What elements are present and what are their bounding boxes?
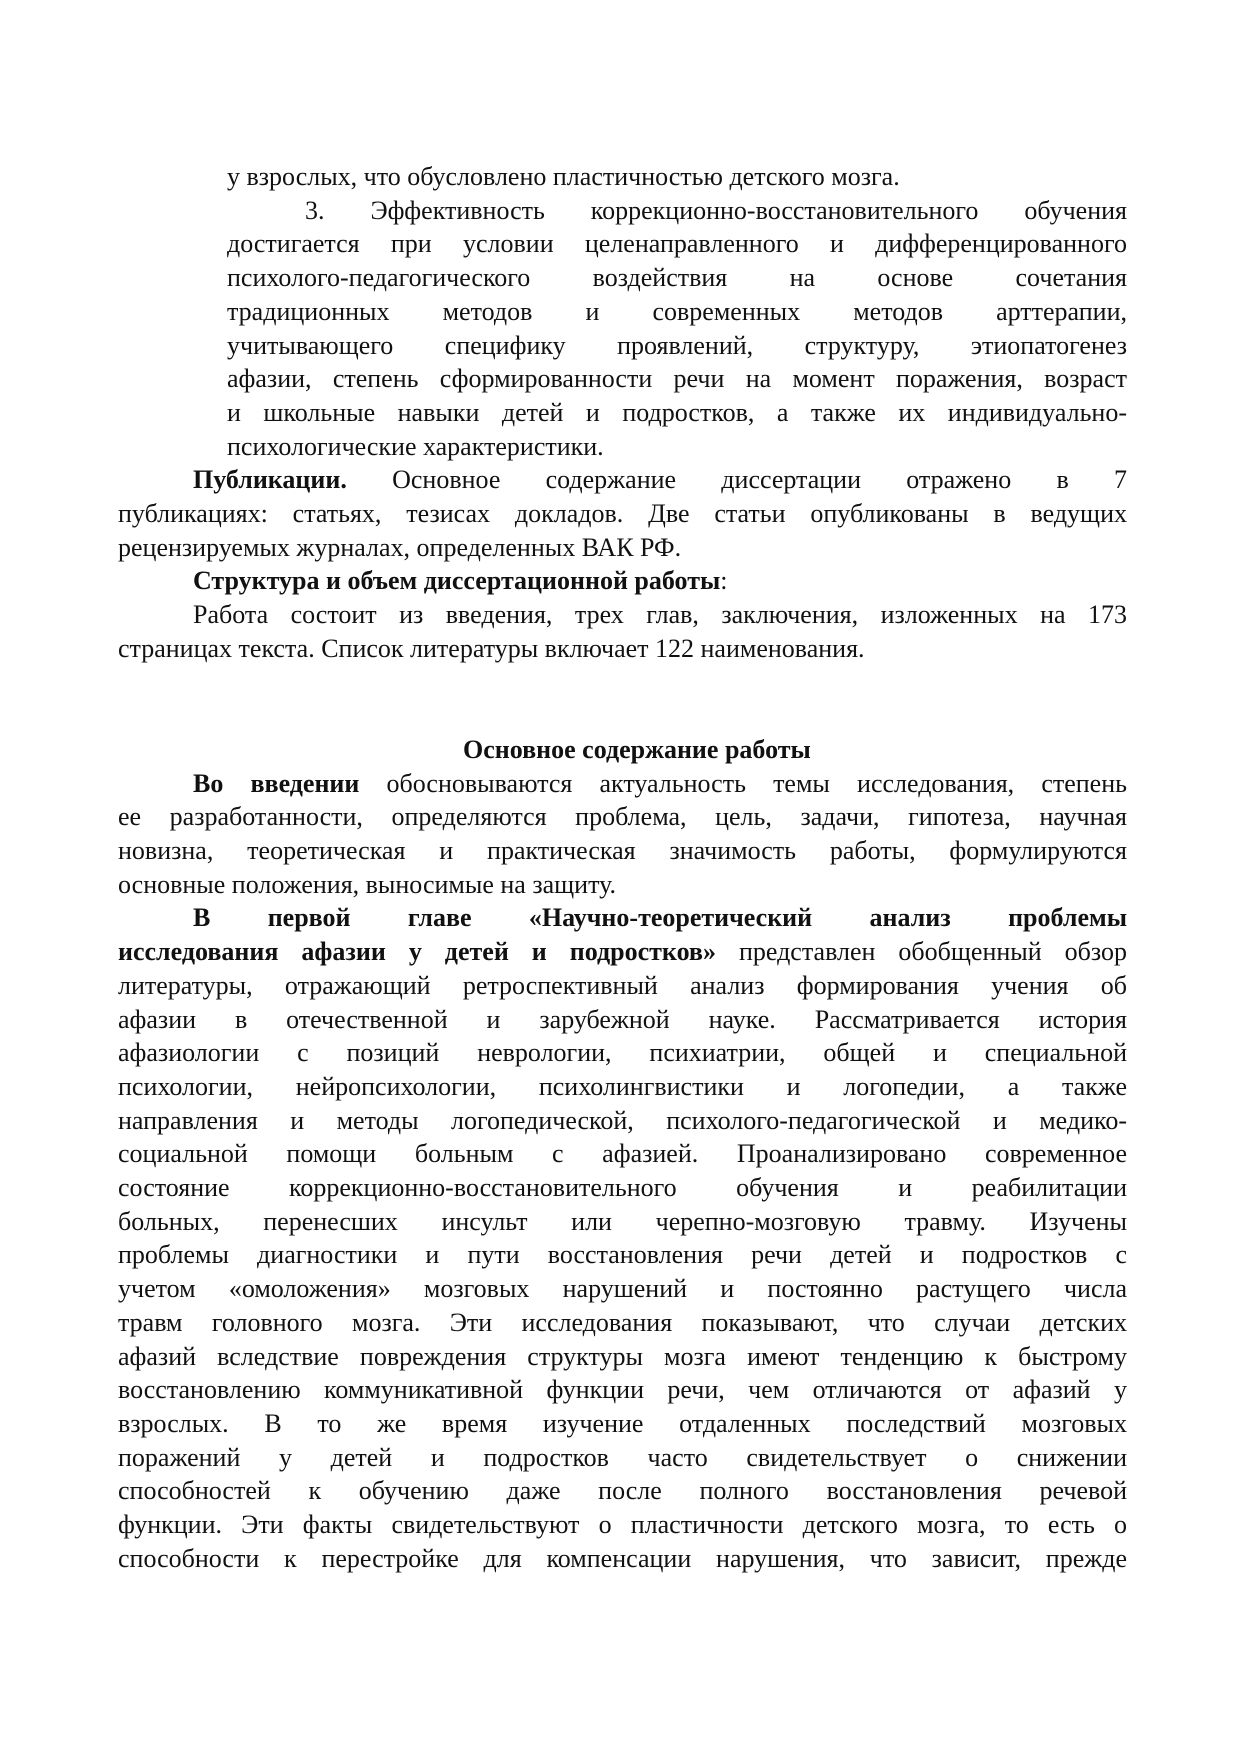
text-run: Основное содержание диссертации отражено в 7 [346,465,1127,495]
text-run: психолого-педагогического воздействия на основе сочетания [227,263,1127,293]
text-run: взрослых. В то же время изучение отдаленных последствий мозговых [118,1408,1127,1438]
text-run: проблемы диагностики и пути восстановления речи детей и подростков с [118,1240,1127,1270]
text-line [118,1407,1127,1441]
text-run: представлен обобщенный обзор [715,937,1127,967]
text-run: у взрослых, что обусловлено пластичностью детского мозга. [227,162,900,191]
text-run: Работа состоит из введения, трех глав, заключения, изложенных на 173 [193,600,1127,630]
text-run: направления и методы логопедической, психолого-педагогической и медико- [118,1105,1127,1135]
text-line [118,800,1127,834]
bold-text: В первой главе «Научно-теоретический анализ проблемы [193,903,1127,933]
text-line [193,901,1127,935]
bold-text: Публикации. [193,465,347,495]
bold-text: Основное содержание работы [463,734,811,764]
text-line [227,362,1127,396]
text-line [227,329,1127,363]
text-run: страницах текста. Список литературы включает 122 наименования. [118,633,865,663]
text-run: новизна, теоретическая и практическая значимость работы, формулируются [118,836,1127,865]
text-run: афазий вследствие повреждения структуры мозга имеют тенденцию к быстрому [118,1341,1127,1371]
text-run: учитывающего специфику проявлений, структуру, этиопатогенез [227,330,1127,360]
bold-text: Структура и объем диссертационной работы [193,566,721,596]
text-run: поражений у детей и подростков часто свидетельствует о снижении [118,1442,1127,1472]
text-line [463,733,1127,767]
text-line [118,1272,1127,1306]
text-line [118,1137,1127,1171]
text-line [118,1340,1127,1374]
text-line [118,1238,1127,1272]
text-line [118,1441,1127,1475]
text-line [118,1205,1127,1239]
bold-text: Во введении [193,768,360,798]
text-line [193,767,1127,801]
text-run: традиционных методов и современных методов арттерапии, [227,296,1127,326]
text-line [305,194,1127,228]
text-run: состояние коррекционно-восстановительного обучения и реабилитации [118,1173,1127,1202]
text-line [227,227,1127,261]
bold-text: исследования афазии у детей и подростков» [118,937,716,967]
text-run: психологические характеристики. [227,431,604,461]
text-line [118,1070,1127,1104]
text-line [118,1373,1127,1407]
text-run: способностей к обучению даже после полного восстановления речевой [118,1476,1127,1506]
text-line [118,868,1127,902]
text-run: : [720,566,728,596]
text-run: социальной помощи больным с афазией. Проанализировано современное [118,1139,1127,1169]
text-line [227,430,1127,464]
text-run: больных, перенесших инсульт или черепно-мозговую травму. Изучены [118,1206,1127,1236]
text-run: афазии в отечественной и зарубежной науке. Рассматривается история [118,1004,1127,1034]
text-run: травм головного мозга. Эти исследования показывают, что случаи детских [118,1307,1127,1337]
text-line [118,497,1127,531]
text-line [193,564,1127,598]
text-line [227,160,1127,194]
text-run: афазиологии с позиций неврологии, психиатрии, общей и специальной [118,1038,1127,1068]
text-line [118,969,1127,1003]
text-run: ее разработанности, определяются проблема, цель, задачи, гипотеза, научная [118,802,1127,832]
text-line [118,1474,1127,1508]
text-run: основные положения, выносимые на защиту. [118,869,616,899]
text-run: учетом «омоложения» мозговых нарушений и постоянно растущего числа [118,1274,1127,1304]
text-run: психологии, нейропсихологии, психолингвистики и логопедии, а также [118,1071,1127,1101]
text-run: рецензируемых журналах, определенных ВАК РФ. [118,532,682,562]
text-line [118,1306,1127,1340]
text-line [227,261,1127,295]
text-run: публикациях: статьях, тезисах докладов. Две статьи опубликованы в ведущих [118,499,1127,528]
text-line [118,1542,1127,1576]
text-run: достигается при условии целенаправленного и дифференцированного [227,229,1127,259]
text-line [227,295,1127,329]
text-line [118,935,1127,969]
text-run: способности к перестройке для компенсации нарушения, что зависит, прежде [118,1543,1127,1573]
text-run: восстановлению коммуникативной функции речи, чем отличаются от афазий у [118,1375,1127,1405]
text-run: функции. Эти факты свидетельствуют о пластичности детского мозга, то есть о [118,1510,1127,1539]
text-line [118,1508,1127,1542]
text-line [118,531,1127,565]
text-run: 3. Эффективность коррекционно-восстановительного обучения [305,195,1127,225]
text-line [193,463,1127,497]
text-line [118,632,1127,666]
text-run: обосновываются актуальность темы исследования, степень [359,768,1127,798]
text-line [118,1003,1127,1037]
text-line [193,598,1127,632]
text-line [118,1036,1127,1070]
text-run: литературы, отражающий ретроспективный анализ формирования учения об [118,970,1127,1000]
text-run: и школьные навыки детей и подростков, а также их индивидуально- [227,397,1127,427]
text-line [118,1171,1127,1205]
text-line [118,834,1127,868]
text-line [227,396,1127,430]
text-line [118,1104,1127,1138]
text-run: афазии, степень сформированности речи на момент поражения, возраст [227,364,1127,394]
